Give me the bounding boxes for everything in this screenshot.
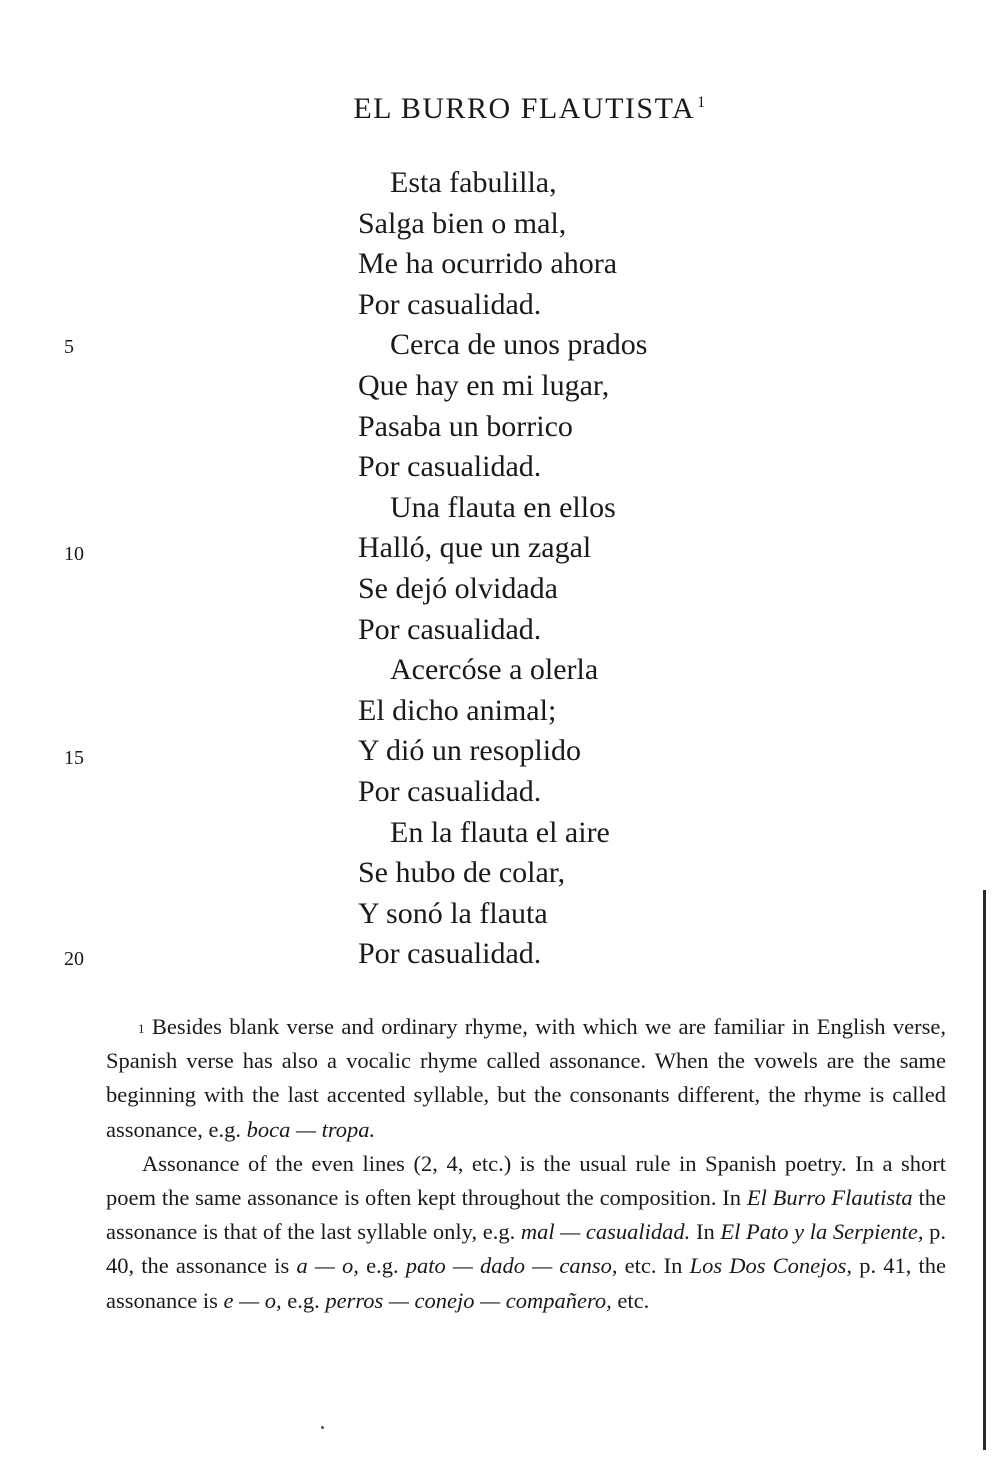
poem-line: Por casualidad. bbox=[358, 774, 542, 808]
footnote-italic: e — o, bbox=[223, 1287, 282, 1313]
poem-line: Por casualidad. bbox=[358, 287, 542, 321]
scan-speck bbox=[321, 1426, 324, 1429]
footnote-italic: a — o, bbox=[296, 1253, 359, 1279]
poem-line: Se hubo de colar, bbox=[358, 856, 566, 890]
poem-line: Pasaba un borrico bbox=[358, 409, 573, 443]
footnote-marker: 1 bbox=[138, 1021, 145, 1036]
footnote-italic: El Burro Flautista bbox=[746, 1185, 913, 1211]
footnote-text: etc. bbox=[617, 1287, 650, 1313]
poem-line: Por casualidad. bbox=[358, 450, 542, 484]
footnote-text: p. 41, the assonance is bbox=[106, 1253, 946, 1313]
footnote-text: the assonance is that of the last syllable only, e.g. bbox=[106, 1185, 946, 1245]
poem-line: Y sonó la flauta bbox=[358, 896, 548, 930]
poem-line: Acercóse a olerla bbox=[390, 653, 599, 687]
poem-line: Esta fabulilla, bbox=[390, 166, 557, 199]
poem-line: El dicho animal; bbox=[358, 693, 557, 727]
footnote-paragraph bbox=[106, 1147, 946, 1318]
footnotes bbox=[106, 1010, 946, 1318]
footnote-text: etc. In bbox=[624, 1253, 683, 1279]
poem-title-text: EL BURRO FLAUTISTA bbox=[353, 92, 696, 125]
poem-line: En la flauta el aire bbox=[390, 815, 610, 849]
footnote-text: Besides blank verse and ordinary rhyme, with which we are familiar in English verse, Spanish verse has also a vocalic rhyme called assonance. When the vowels are the same beginning with the last accented syllable, but the consonants different, the rhyme is called assonance, e.g. bbox=[106, 1014, 946, 1142]
footnote-italic: El Pato y la Serpiente, bbox=[720, 1219, 924, 1245]
footnote-reference: 1 bbox=[697, 94, 707, 111]
poem-line: Halló, que un zagal bbox=[358, 531, 592, 565]
footnote-italic: Los Dos Conejos, bbox=[689, 1253, 853, 1279]
footnote-text: e.g. bbox=[287, 1287, 320, 1313]
line-number: 20 bbox=[64, 948, 84, 970]
poem-line: Salga bien o mal, bbox=[358, 206, 567, 240]
poem-line: Cerca de unos prados bbox=[390, 328, 648, 362]
poem-title bbox=[0, 92, 1000, 126]
footnote-text: In bbox=[695, 1219, 715, 1245]
footnote-example: boca — tropa. bbox=[246, 1116, 376, 1142]
page-edge-shadow bbox=[983, 890, 986, 1450]
line-number: 5 bbox=[64, 336, 74, 358]
line-number: 15 bbox=[64, 747, 84, 769]
poem-line: Se dejó olvidada bbox=[358, 571, 558, 605]
poem-line: Por casualidad. bbox=[358, 937, 542, 971]
poem-line: Me ha ocurrido ahora bbox=[358, 247, 618, 281]
poem-body bbox=[358, 163, 647, 975]
footnote-paragraph bbox=[106, 1010, 946, 1147]
footnote-italic: mal — casualidad. bbox=[520, 1219, 691, 1245]
footnote-text: Assonance of the even lines (2, 4, etc.) is the usual rule in Spanish poetry. In a short poem the same assonance is often kept throughout the composition. In bbox=[106, 1150, 946, 1211]
poem-line: Una flauta en ellos bbox=[390, 490, 616, 524]
footnote-text: p. 40, the assonance is bbox=[106, 1219, 947, 1279]
footnote-italic: pato — dado — canso, bbox=[405, 1253, 618, 1279]
poem-line: Por casualidad. bbox=[358, 612, 542, 646]
poem-line: Que hay en mi lugar, bbox=[358, 368, 610, 402]
poem-line: Y dió un resoplido bbox=[358, 734, 582, 768]
line-number: 10 bbox=[64, 543, 84, 565]
footnote-text: e.g. bbox=[366, 1253, 399, 1279]
footnote-italic: perros — conejo — compañero, bbox=[325, 1287, 612, 1313]
